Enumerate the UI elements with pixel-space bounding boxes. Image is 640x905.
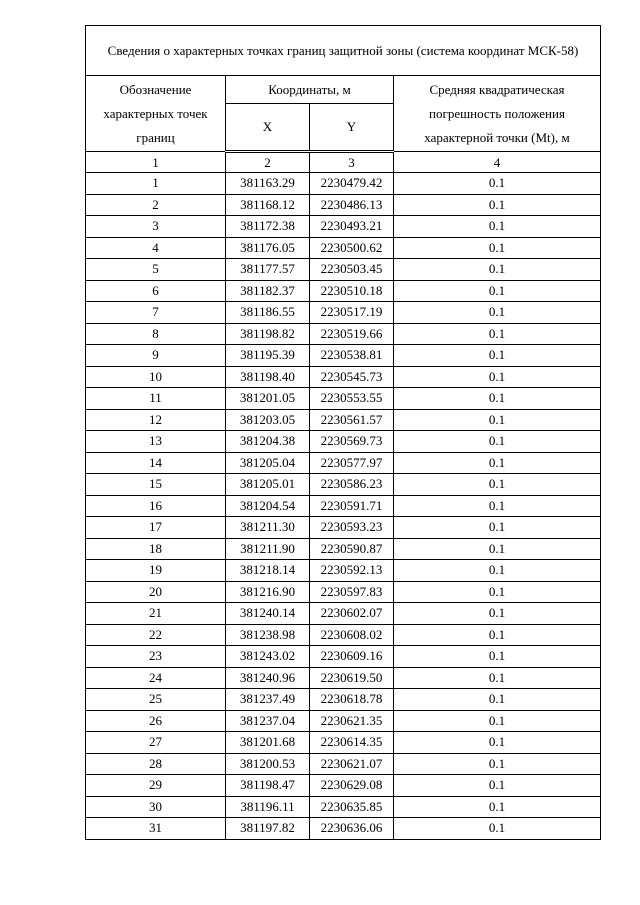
table-row: [86, 345, 601, 367]
point-number-cell: 21: [86, 603, 226, 625]
point-number-cell: 9: [86, 345, 226, 367]
y-coordinate-cell: 2230590.87: [310, 538, 394, 560]
error-cell: 0.1: [394, 710, 601, 732]
table-row: [86, 753, 601, 775]
title-row: [86, 26, 601, 76]
error-cell: 0.1: [394, 667, 601, 689]
y-coordinate-cell: 2230493.21: [310, 216, 394, 238]
table-row: [86, 818, 601, 840]
error-cell: 0.1: [394, 216, 601, 238]
table-row: [86, 431, 601, 453]
point-number-cell: 29: [86, 775, 226, 797]
table-row: [86, 474, 601, 496]
y-coordinate-cell: 2230614.35: [310, 732, 394, 754]
table-row: [86, 237, 601, 259]
error-cell: 0.1: [394, 517, 601, 539]
point-number-cell: 4: [86, 237, 226, 259]
error-cell: 0.1: [394, 495, 601, 517]
point-number-cell: 20: [86, 581, 226, 603]
y-coordinate-cell: 2230629.08: [310, 775, 394, 797]
error-cell: 0.1: [394, 818, 601, 840]
x-coordinate-cell: 381216.90: [226, 581, 310, 603]
y-coordinate-cell: 2230538.81: [310, 345, 394, 367]
table-row: [86, 366, 601, 388]
y-coordinate-cell: 2230479.42: [310, 173, 394, 195]
error-cell: 0.1: [394, 237, 601, 259]
point-number-cell: 19: [86, 560, 226, 582]
y-coordinate-cell: 2230569.73: [310, 431, 394, 453]
y-coordinate-cell: 2230586.23: [310, 474, 394, 496]
point-number-cell: 27: [86, 732, 226, 754]
x-coordinate-cell: 381211.30: [226, 517, 310, 539]
y-coordinate-cell: 2230621.07: [310, 753, 394, 775]
x-coordinate-cell: 381182.37: [226, 280, 310, 302]
table-row: [86, 775, 601, 797]
error-cell: 0.1: [394, 538, 601, 560]
column-number: 4: [394, 152, 601, 173]
table-row: [86, 646, 601, 668]
error-cell: 0.1: [394, 366, 601, 388]
y-coordinate-cell: 2230592.13: [310, 560, 394, 582]
y-coordinate-cell: 2230591.71: [310, 495, 394, 517]
y-coordinate-cell: 2230503.45: [310, 259, 394, 281]
point-number-cell: 16: [86, 495, 226, 517]
table-row: [86, 452, 601, 474]
table-row: [86, 689, 601, 711]
point-number-cell: 25: [86, 689, 226, 711]
point-number-cell: 10: [86, 366, 226, 388]
x-coordinate-cell: 381204.38: [226, 431, 310, 453]
x-coordinate-cell: 381204.54: [226, 495, 310, 517]
y-coordinate-cell: 2230609.16: [310, 646, 394, 668]
x-coordinate-cell: 381211.90: [226, 538, 310, 560]
table-row: [86, 710, 601, 732]
y-coordinate-cell: 2230619.50: [310, 667, 394, 689]
column-number: 1: [86, 152, 226, 173]
error-cell: 0.1: [394, 194, 601, 216]
table-row: [86, 517, 601, 539]
header-x: X: [226, 104, 310, 152]
x-coordinate-cell: 381198.40: [226, 366, 310, 388]
x-coordinate-cell: 381200.53: [226, 753, 310, 775]
point-number-cell: 3: [86, 216, 226, 238]
y-coordinate-cell: 2230602.07: [310, 603, 394, 625]
x-coordinate-cell: 381196.11: [226, 796, 310, 818]
error-cell: 0.1: [394, 323, 601, 345]
error-cell: 0.1: [394, 689, 601, 711]
table-body: [86, 26, 601, 840]
error-cell: 0.1: [394, 302, 601, 324]
error-cell: 0.1: [394, 624, 601, 646]
y-coordinate-cell: 2230597.83: [310, 581, 394, 603]
x-coordinate-cell: 381205.01: [226, 474, 310, 496]
error-cell: 0.1: [394, 753, 601, 775]
y-coordinate-cell: 2230636.06: [310, 818, 394, 840]
y-coordinate-cell: 2230635.85: [310, 796, 394, 818]
table-row: [86, 495, 601, 517]
point-number-cell: 11: [86, 388, 226, 410]
error-cell: 0.1: [394, 345, 601, 367]
point-number-cell: 18: [86, 538, 226, 560]
point-number-cell: 26: [86, 710, 226, 732]
y-coordinate-cell: 2230577.97: [310, 452, 394, 474]
table-row: [86, 259, 601, 281]
error-cell: 0.1: [394, 259, 601, 281]
error-cell: 0.1: [394, 560, 601, 582]
y-coordinate-cell: 2230500.62: [310, 237, 394, 259]
point-number-cell: 22: [86, 624, 226, 646]
x-coordinate-cell: 381198.47: [226, 775, 310, 797]
column-number: 3: [310, 152, 394, 173]
point-number-cell: 23: [86, 646, 226, 668]
point-number-cell: 8: [86, 323, 226, 345]
y-coordinate-cell: 2230517.19: [310, 302, 394, 324]
point-number-cell: 7: [86, 302, 226, 324]
point-number-cell: 12: [86, 409, 226, 431]
y-coordinate-cell: 2230618.78: [310, 689, 394, 711]
x-coordinate-cell: 381205.04: [226, 452, 310, 474]
point-number-cell: 24: [86, 667, 226, 689]
y-coordinate-cell: 2230593.23: [310, 517, 394, 539]
point-number-cell: 15: [86, 474, 226, 496]
error-cell: 0.1: [394, 646, 601, 668]
point-number-cell: 1: [86, 173, 226, 195]
x-coordinate-cell: 381201.05: [226, 388, 310, 410]
error-cell: 0.1: [394, 280, 601, 302]
x-coordinate-cell: 381218.14: [226, 560, 310, 582]
error-cell: 0.1: [394, 388, 601, 410]
boundary-points-table: [85, 25, 601, 840]
header-error: Средняя квадратическая погрешность положения характерной точки (Mt), м: [394, 76, 601, 152]
y-coordinate-cell: 2230510.18: [310, 280, 394, 302]
x-coordinate-cell: 381203.05: [226, 409, 310, 431]
table-row: [86, 302, 601, 324]
table-row: [86, 280, 601, 302]
y-coordinate-cell: 2230608.02: [310, 624, 394, 646]
error-cell: 0.1: [394, 452, 601, 474]
column-number-row: [86, 152, 601, 173]
error-cell: 0.1: [394, 775, 601, 797]
x-coordinate-cell: 381240.96: [226, 667, 310, 689]
point-number-cell: 17: [86, 517, 226, 539]
table-row: [86, 216, 601, 238]
header-point-label: Обозначение характерных точек границ: [86, 76, 226, 152]
point-number-cell: 30: [86, 796, 226, 818]
point-number-cell: 14: [86, 452, 226, 474]
point-number-cell: 2: [86, 194, 226, 216]
x-coordinate-cell: 381168.12: [226, 194, 310, 216]
y-coordinate-cell: 2230621.35: [310, 710, 394, 732]
error-cell: 0.1: [394, 732, 601, 754]
table-row: [86, 732, 601, 754]
table-row: [86, 560, 601, 582]
table-row: [86, 796, 601, 818]
x-coordinate-cell: 381177.57: [226, 259, 310, 281]
x-coordinate-cell: 381201.68: [226, 732, 310, 754]
error-cell: 0.1: [394, 409, 601, 431]
header-y: Y: [310, 104, 394, 152]
column-number: 2: [226, 152, 310, 173]
y-coordinate-cell: 2230561.57: [310, 409, 394, 431]
table-title: Сведения о характерных точках границ защитной зоны (система координат МСК-58): [86, 26, 601, 76]
x-coordinate-cell: 381243.02: [226, 646, 310, 668]
x-coordinate-cell: 381195.39: [226, 345, 310, 367]
header-row-top: [86, 76, 601, 104]
x-coordinate-cell: 381237.49: [226, 689, 310, 711]
point-number-cell: 6: [86, 280, 226, 302]
table-row: [86, 581, 601, 603]
table-row: [86, 667, 601, 689]
table-row: [86, 194, 601, 216]
table-row: [86, 388, 601, 410]
error-cell: 0.1: [394, 796, 601, 818]
point-number-cell: 28: [86, 753, 226, 775]
table-row: [86, 323, 601, 345]
x-coordinate-cell: 381198.82: [226, 323, 310, 345]
x-coordinate-cell: 381237.04: [226, 710, 310, 732]
x-coordinate-cell: 381240.14: [226, 603, 310, 625]
table-row: [86, 603, 601, 625]
y-coordinate-cell: 2230545.73: [310, 366, 394, 388]
y-coordinate-cell: 2230519.66: [310, 323, 394, 345]
y-coordinate-cell: 2230553.55: [310, 388, 394, 410]
x-coordinate-cell: 381186.55: [226, 302, 310, 324]
point-number-cell: 5: [86, 259, 226, 281]
table-row: [86, 538, 601, 560]
error-cell: 0.1: [394, 173, 601, 195]
x-coordinate-cell: 381163.29: [226, 173, 310, 195]
error-cell: 0.1: [394, 603, 601, 625]
table-row: [86, 624, 601, 646]
error-cell: 0.1: [394, 474, 601, 496]
x-coordinate-cell: 381197.82: [226, 818, 310, 840]
point-number-cell: 31: [86, 818, 226, 840]
x-coordinate-cell: 381176.05: [226, 237, 310, 259]
point-number-cell: 13: [86, 431, 226, 453]
table-row: [86, 173, 601, 195]
x-coordinate-cell: 381172.38: [226, 216, 310, 238]
header-coordinates: Координаты, м: [226, 76, 394, 104]
error-cell: 0.1: [394, 581, 601, 603]
error-cell: 0.1: [394, 431, 601, 453]
table-row: [86, 409, 601, 431]
y-coordinate-cell: 2230486.13: [310, 194, 394, 216]
x-coordinate-cell: 381238.98: [226, 624, 310, 646]
